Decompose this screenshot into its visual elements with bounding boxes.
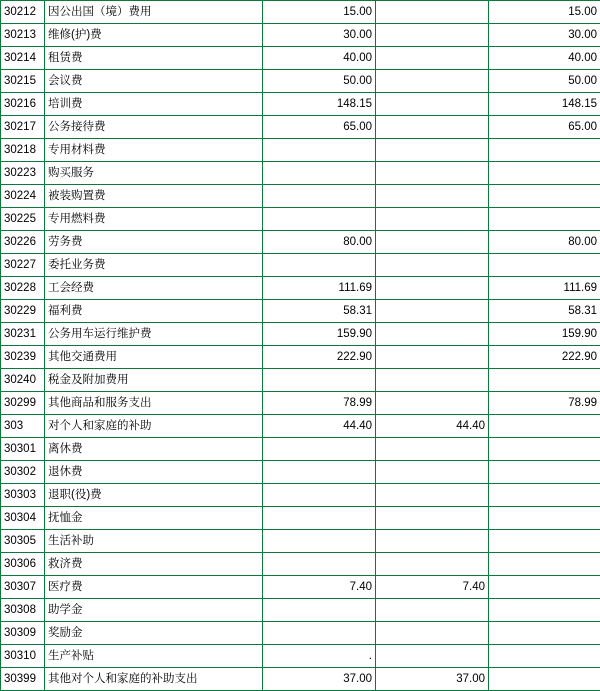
cell-value2 (376, 231, 489, 254)
cell-value3 (489, 576, 600, 599)
cell-name: 因公出国（境）费用 (45, 1, 263, 24)
cell-value3: 58.31 (489, 300, 600, 323)
cell-name: 医疗费 (45, 576, 263, 599)
cell-code: 30218 (1, 139, 45, 162)
cell-value3: 222.90 (489, 346, 600, 369)
cell-value2 (376, 93, 489, 116)
table-row (1, 185, 600, 208)
table-row (1, 645, 600, 668)
cell-name: 退休费 (45, 461, 263, 484)
table-row (1, 622, 600, 645)
table-row (1, 93, 600, 116)
cell-code: 30224 (1, 185, 45, 208)
cell-value3: 30.00 (489, 24, 600, 47)
table-row (1, 24, 600, 47)
cell-value3 (489, 668, 600, 691)
cell-name: 维修(护)费 (45, 24, 263, 47)
cell-name: 离休费 (45, 438, 263, 461)
table-row (1, 484, 600, 507)
cell-value3 (489, 530, 600, 553)
cell-code: 30226 (1, 231, 45, 254)
cell-value1: 40.00 (263, 47, 376, 70)
cell-value1: 78.99 (263, 392, 376, 415)
cell-value1: 44.40 (263, 415, 376, 438)
cell-value3 (489, 645, 600, 668)
cell-value1 (263, 208, 376, 231)
cell-name: 专用材料费 (45, 139, 263, 162)
cell-value2 (376, 484, 489, 507)
cell-value2 (376, 369, 489, 392)
cell-code: 30229 (1, 300, 45, 323)
cell-value1 (263, 507, 376, 530)
cell-value1: 15.00 (263, 1, 376, 24)
cell-name: 被装购置费 (45, 185, 263, 208)
cell-value1 (263, 438, 376, 461)
cell-value3 (489, 139, 600, 162)
cell-value3: 111.69 (489, 277, 600, 300)
table-row (1, 346, 600, 369)
cell-name: 对个人和家庭的补助 (45, 415, 263, 438)
cell-name: 委托业务费 (45, 254, 263, 277)
cell-value1 (263, 139, 376, 162)
cell-name: 劳务费 (45, 231, 263, 254)
cell-name: 会议费 (45, 70, 263, 93)
cell-value1 (263, 599, 376, 622)
cell-value1: . (263, 645, 376, 668)
cell-name: 税金及附加费用 (45, 369, 263, 392)
cell-value2 (376, 599, 489, 622)
cell-value3 (489, 369, 600, 392)
table-row (1, 277, 600, 300)
cell-value3: 80.00 (489, 231, 600, 254)
cell-value2 (376, 162, 489, 185)
cell-value1: 159.90 (263, 323, 376, 346)
table-row (1, 507, 600, 530)
cell-value1 (263, 162, 376, 185)
table-row (1, 231, 600, 254)
cell-value2 (376, 1, 489, 24)
cell-name: 工会经费 (45, 277, 263, 300)
cell-value2 (376, 323, 489, 346)
cell-name: 奖励金 (45, 622, 263, 645)
cell-code: 30227 (1, 254, 45, 277)
cell-value1: 37.00 (263, 668, 376, 691)
cell-name: 其他商品和服务支出 (45, 392, 263, 415)
cell-code: 30212 (1, 1, 45, 24)
cell-value2 (376, 24, 489, 47)
cell-code: 30304 (1, 507, 45, 530)
cell-name: 租赁费 (45, 47, 263, 70)
table-body (1, 1, 600, 691)
table-row (1, 254, 600, 277)
cell-code: 30309 (1, 622, 45, 645)
cell-value1 (263, 461, 376, 484)
table-row (1, 576, 600, 599)
cell-value2 (376, 47, 489, 70)
cell-value1 (263, 530, 376, 553)
cell-value3 (489, 507, 600, 530)
cell-value2 (376, 622, 489, 645)
cell-name: 专用燃料费 (45, 208, 263, 231)
cell-value2 (376, 645, 489, 668)
cell-code: 30299 (1, 392, 45, 415)
cell-name: 助学金 (45, 599, 263, 622)
cell-value1: 65.00 (263, 116, 376, 139)
cell-name: 救济费 (45, 553, 263, 576)
cell-name: 公务接待费 (45, 116, 263, 139)
table-row (1, 70, 600, 93)
cell-code: 30216 (1, 93, 45, 116)
cell-code: 30306 (1, 553, 45, 576)
cell-value3 (489, 415, 600, 438)
cell-value1: 222.90 (263, 346, 376, 369)
cell-value1: 50.00 (263, 70, 376, 93)
cell-code: 303 (1, 415, 45, 438)
cell-value2 (376, 139, 489, 162)
table-row (1, 530, 600, 553)
cell-value2: 7.40 (376, 576, 489, 599)
cell-value1: 148.15 (263, 93, 376, 116)
cell-code: 30302 (1, 461, 45, 484)
table-row (1, 392, 600, 415)
cell-value3 (489, 599, 600, 622)
cell-value1: 58.31 (263, 300, 376, 323)
cell-name: 公务用车运行维护费 (45, 323, 263, 346)
cell-code: 30225 (1, 208, 45, 231)
table-row (1, 116, 600, 139)
cell-value1 (263, 254, 376, 277)
cell-code: 30215 (1, 70, 45, 93)
cell-value3: 65.00 (489, 116, 600, 139)
table-row (1, 162, 600, 185)
cell-value1: 111.69 (263, 277, 376, 300)
cell-value2: 37.00 (376, 668, 489, 691)
cell-value3: 148.15 (489, 93, 600, 116)
cell-code: 30399 (1, 668, 45, 691)
cell-code: 30214 (1, 47, 45, 70)
cell-value2 (376, 553, 489, 576)
cell-value2 (376, 530, 489, 553)
table-row (1, 1, 600, 24)
cell-value3 (489, 208, 600, 231)
cell-value3 (489, 622, 600, 645)
cell-value1 (263, 369, 376, 392)
cell-value3 (489, 438, 600, 461)
cell-value3 (489, 484, 600, 507)
cell-code: 30310 (1, 645, 45, 668)
cell-code: 30231 (1, 323, 45, 346)
cell-value3 (489, 185, 600, 208)
cell-code: 30213 (1, 24, 45, 47)
table-row (1, 438, 600, 461)
cell-value1: 80.00 (263, 231, 376, 254)
cell-value2 (376, 438, 489, 461)
cell-code: 30308 (1, 599, 45, 622)
cell-value3 (489, 162, 600, 185)
cell-name: 福利费 (45, 300, 263, 323)
cell-name: 购买服务 (45, 162, 263, 185)
cell-code: 30228 (1, 277, 45, 300)
cell-name: 培训费 (45, 93, 263, 116)
cell-name: 生产补贴 (45, 645, 263, 668)
cell-value1 (263, 553, 376, 576)
cell-value3: 50.00 (489, 70, 600, 93)
table-row (1, 415, 600, 438)
table-row (1, 369, 600, 392)
cell-value2 (376, 70, 489, 93)
table-row (1, 300, 600, 323)
cell-value3 (489, 254, 600, 277)
cell-value3: 78.99 (489, 392, 600, 415)
cell-value2 (376, 392, 489, 415)
cell-code: 30217 (1, 116, 45, 139)
cell-value1 (263, 185, 376, 208)
table-row (1, 461, 600, 484)
cell-value2 (376, 277, 489, 300)
cell-value3 (489, 553, 600, 576)
table-row (1, 668, 600, 691)
table-row (1, 208, 600, 231)
table-row (1, 599, 600, 622)
cell-value2 (376, 346, 489, 369)
cell-value3 (489, 461, 600, 484)
cell-value3: 15.00 (489, 1, 600, 24)
cell-value1 (263, 484, 376, 507)
cell-value2 (376, 461, 489, 484)
cell-value1: 7.40 (263, 576, 376, 599)
cell-value1: 30.00 (263, 24, 376, 47)
cell-name: 生活补助 (45, 530, 263, 553)
table-row (1, 47, 600, 70)
cell-name: 其他交通费用 (45, 346, 263, 369)
cell-name: 抚恤金 (45, 507, 263, 530)
cell-code: 30303 (1, 484, 45, 507)
cell-value3: 159.90 (489, 323, 600, 346)
cell-code: 30239 (1, 346, 45, 369)
cell-code: 30307 (1, 576, 45, 599)
cell-value2 (376, 507, 489, 530)
cell-value2 (376, 300, 489, 323)
cell-value2 (376, 185, 489, 208)
cell-code: 30240 (1, 369, 45, 392)
table-row (1, 139, 600, 162)
table-row (1, 553, 600, 576)
cell-value2 (376, 116, 489, 139)
cell-code: 30305 (1, 530, 45, 553)
cell-value2 (376, 208, 489, 231)
cell-name: 退职(役)费 (45, 484, 263, 507)
cell-value1 (263, 622, 376, 645)
cell-name: 其他对个人和家庭的补助支出 (45, 668, 263, 691)
table-row (1, 323, 600, 346)
cell-code: 30223 (1, 162, 45, 185)
cell-value3: 40.00 (489, 47, 600, 70)
cell-value2 (376, 254, 489, 277)
cell-value2: 44.40 (376, 415, 489, 438)
cell-code: 30301 (1, 438, 45, 461)
